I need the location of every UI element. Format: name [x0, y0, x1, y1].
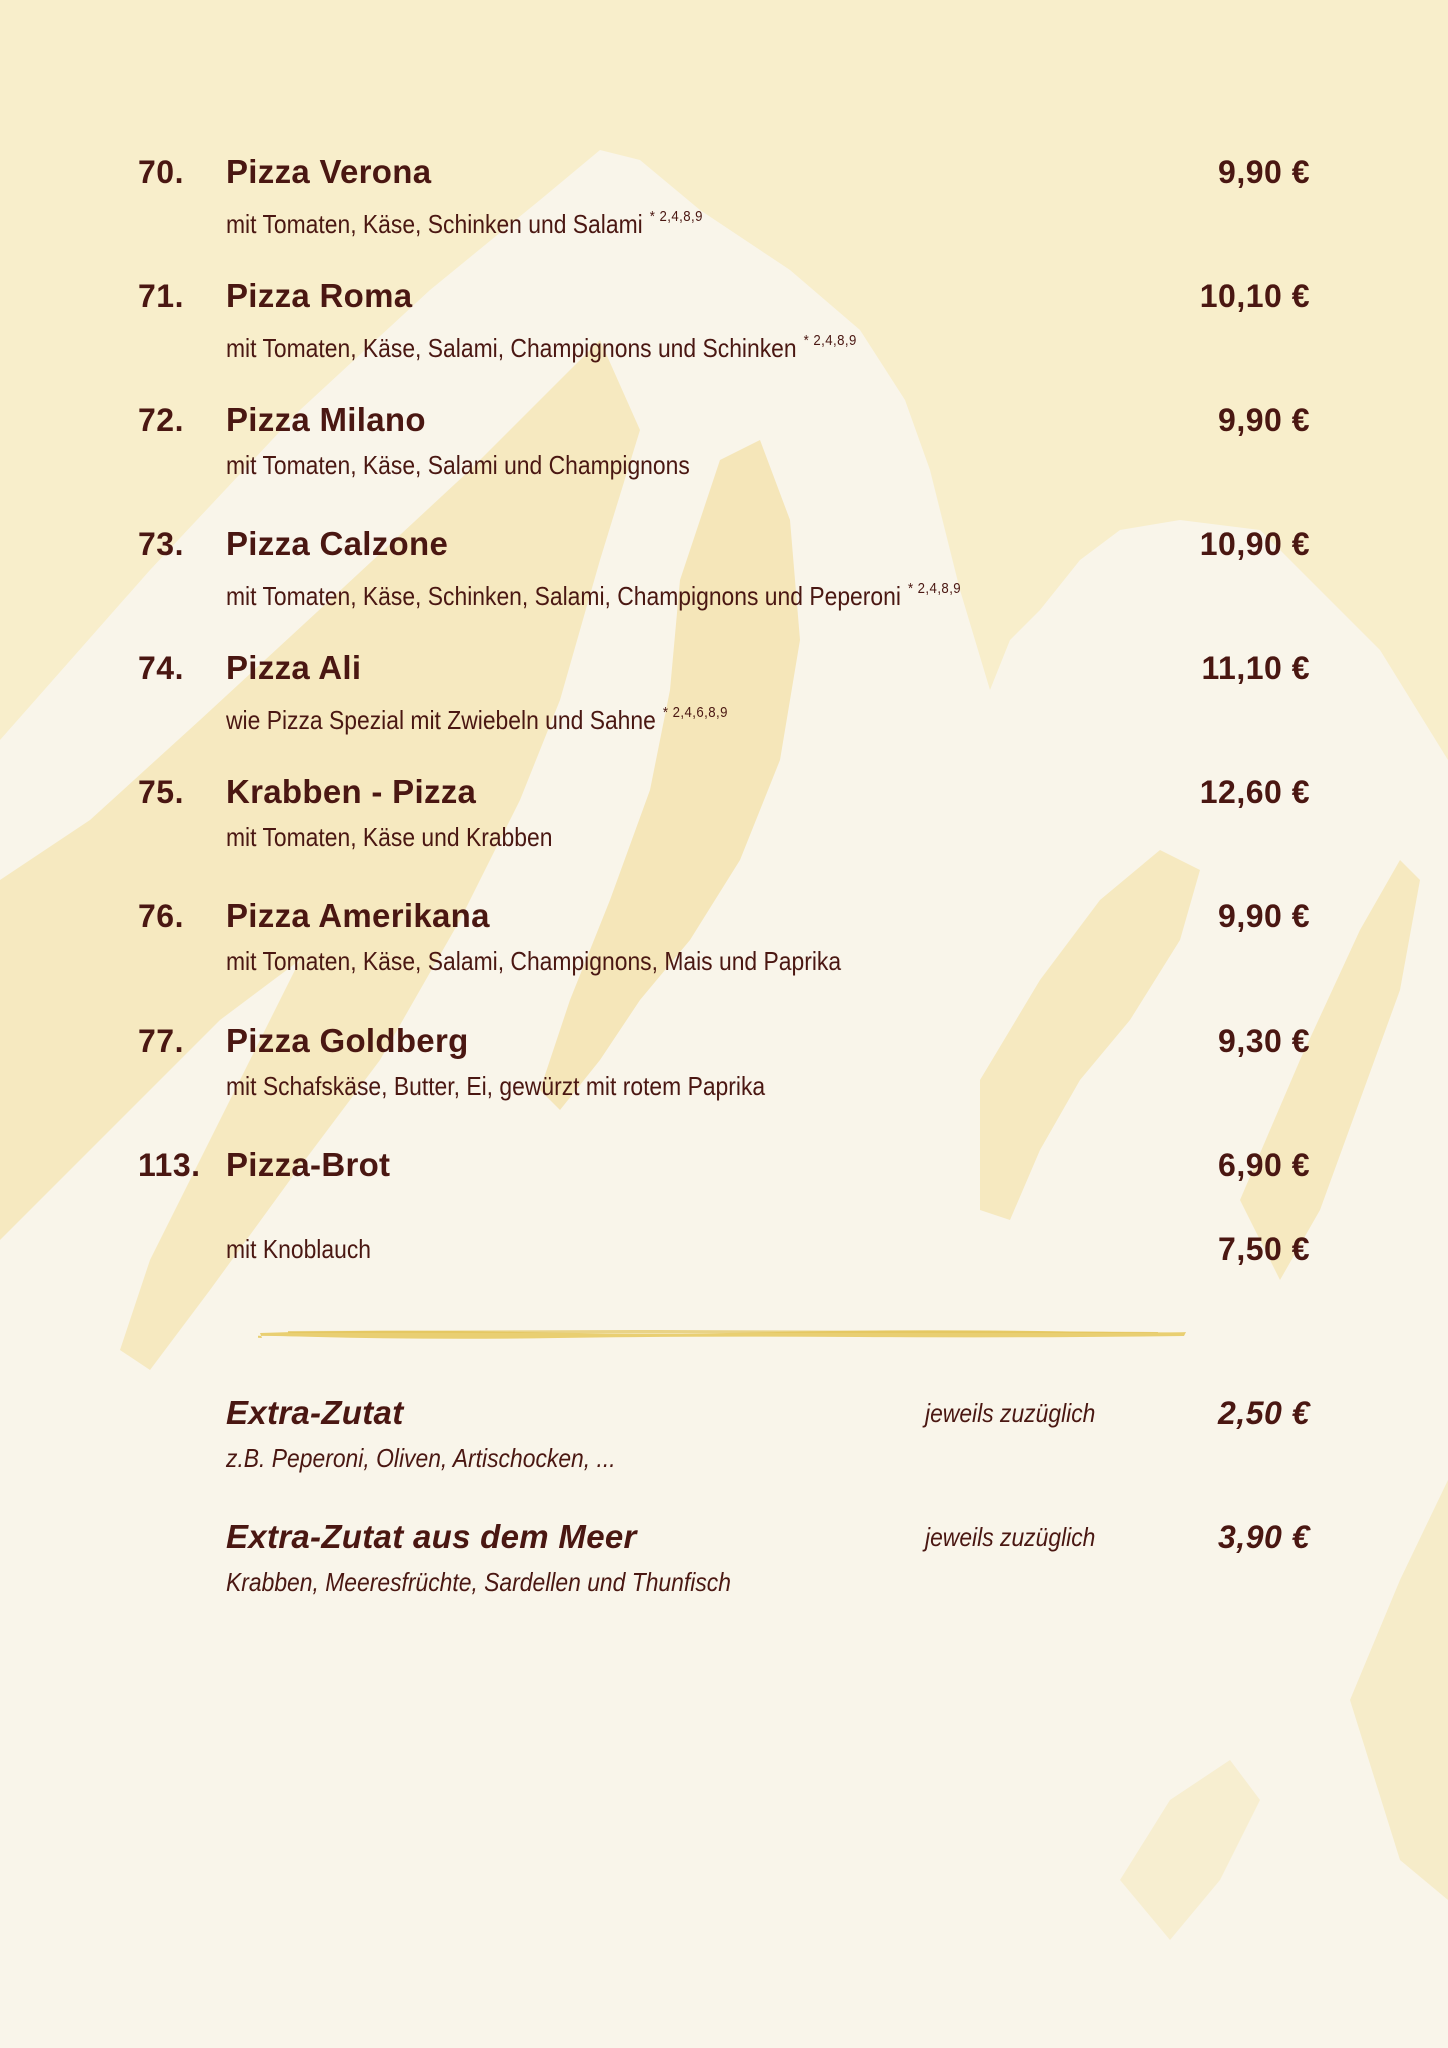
item-number: 73.: [138, 526, 184, 562]
item-price: 9,90 €: [1218, 154, 1310, 190]
item-price: 10,10 €: [1199, 278, 1310, 314]
item-price: 11,10 €: [1201, 650, 1310, 686]
item-price: 9,90 €: [1218, 402, 1310, 438]
item-description: [226, 324, 857, 363]
description-text: mit Tomaten, Käse, Salami, Champignons und Schinken: [226, 333, 797, 363]
variant-label: mit Knoblauch: [226, 1234, 371, 1264]
item-description: [226, 572, 962, 611]
menu-item: [0, 896, 1448, 1006]
menu-item: [0, 648, 1448, 758]
extra-name: Extra-Zutat: [226, 1394, 404, 1431]
item-number: 75.: [138, 774, 184, 810]
item-number: 72.: [138, 402, 184, 438]
description-text: mit Tomaten, Käse, Salami, Champignons, Mais und Paprika: [226, 946, 842, 976]
extra-description: z.B. Peperoni, Oliven, Artischocken, ...: [226, 1443, 616, 1473]
extra-price: 2,50 €: [1218, 1395, 1310, 1431]
item-description: [226, 696, 728, 735]
item-number: 70.: [138, 154, 184, 190]
brush-stroke-divider: [258, 1326, 1188, 1342]
description-text: mit Tomaten, Käse, Salami und Champignons: [226, 450, 690, 480]
additives-note: * 2,4,6,8,9: [662, 704, 728, 721]
item-name: Pizza-Brot: [226, 1146, 391, 1183]
menu-item: [0, 152, 1448, 262]
item-number: 74.: [138, 650, 184, 686]
item-number: 71.: [138, 278, 184, 314]
item-number: 76.: [138, 898, 184, 934]
description-text: mit Tomaten, Käse, Schinken und Salami: [226, 209, 643, 239]
item-price: 10,90 €: [1199, 526, 1310, 562]
item-price: 9,90 €: [1218, 898, 1310, 934]
menu-item: [0, 524, 1448, 634]
item-price: 12,60 €: [1199, 774, 1310, 810]
item-price: 6,90 €: [1218, 1147, 1310, 1183]
menu-item: [0, 400, 1448, 510]
additives-note: * 2,4,8,9: [649, 208, 703, 225]
item-name: Pizza Roma: [226, 277, 413, 314]
extra-note: jeweils zuzüglich: [925, 1522, 1096, 1552]
item-name: Pizza Goldberg: [226, 1022, 469, 1059]
menu-item: [0, 772, 1448, 882]
item-name: Pizza Verona: [226, 153, 432, 190]
item-description: [226, 1069, 765, 1103]
item-number: 113.: [138, 1147, 201, 1183]
extra-price: 3,90 €: [1218, 1519, 1310, 1555]
description-text: mit Schafskäse, Butter, Ei, gewürzt mit rotem Paprika: [226, 1071, 766, 1101]
description-text: mit Tomaten, Käse, Schinken, Salami, Champignons und Peperoni: [226, 581, 901, 611]
description-text: wie Pizza Spezial mit Zwiebeln und Sahne: [226, 705, 656, 735]
item-name: Pizza Calzone: [226, 525, 449, 562]
item-name: Pizza Ali: [226, 649, 362, 686]
menu-item-variant: [0, 1229, 1448, 1269]
item-number: 77.: [138, 1023, 184, 1059]
item-price: 9,30 €: [1218, 1023, 1310, 1059]
item-name: Pizza Amerikana: [226, 897, 490, 934]
item-description: [226, 200, 703, 239]
item-description: [226, 820, 552, 854]
item-name: Pizza Milano: [226, 401, 426, 438]
extra-name: Extra-Zutat aus dem Meer: [226, 1518, 637, 1555]
menu-item: [0, 276, 1448, 386]
additives-note: * 2,4,8,9: [907, 580, 962, 597]
item-description: [226, 944, 841, 978]
item-name: Krabben - Pizza: [226, 773, 477, 810]
extra-option: [0, 1517, 1448, 1627]
item-description: [226, 448, 690, 482]
additives-note: * 2,4,8,9: [803, 332, 857, 349]
extra-description: Krabben, Meeresfrüchte, Sardellen und Thunfisch: [226, 1567, 731, 1597]
extra-note: jeweils zuzüglich: [925, 1398, 1096, 1428]
menu-item: [0, 1021, 1448, 1131]
description-text: mit Tomaten, Käse und Krabben: [226, 822, 553, 852]
variant-price: 7,50 €: [1218, 1231, 1310, 1267]
extra-option: [0, 1393, 1448, 1503]
